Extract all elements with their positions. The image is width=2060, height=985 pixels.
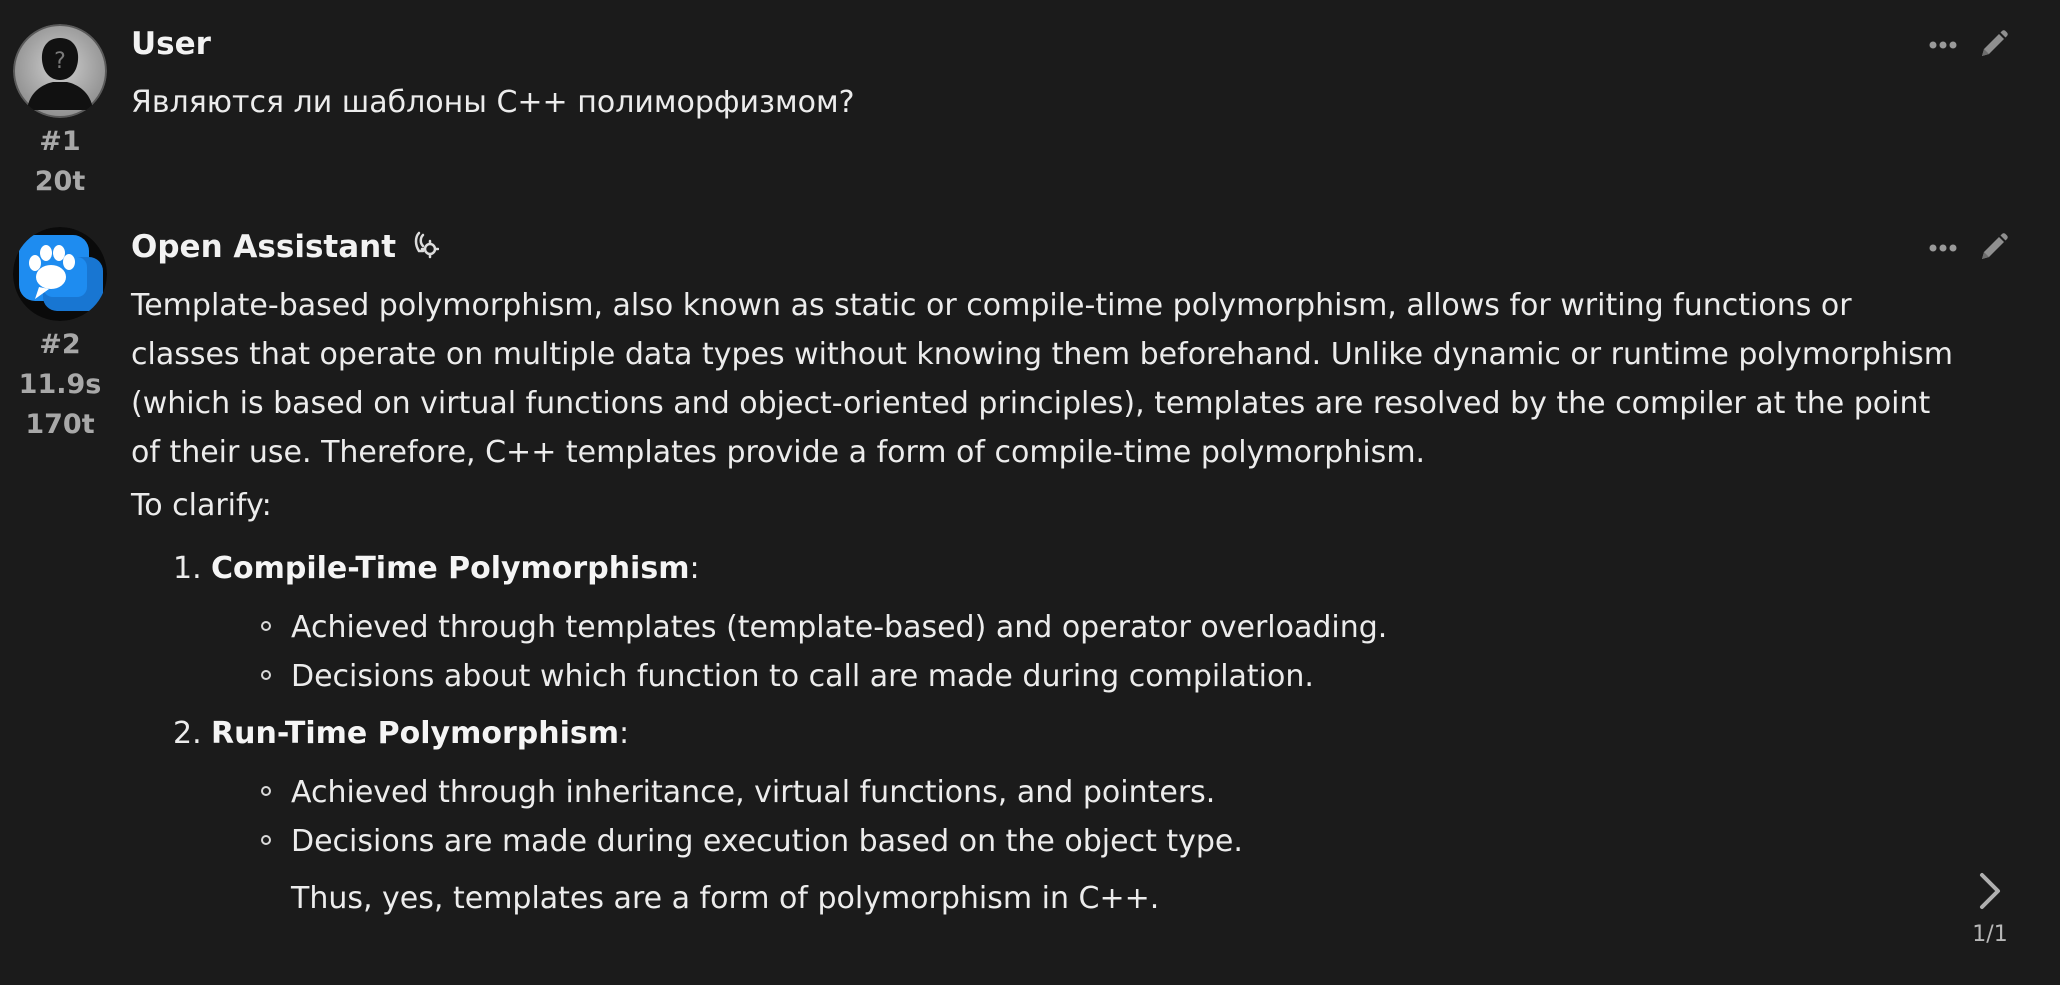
pencil-icon <box>1976 231 2010 265</box>
sub-list-item <box>291 817 1960 866</box>
list-item <box>173 709 1960 866</box>
circle-bullet-icon <box>261 786 271 796</box>
sub-list-item <box>291 603 1960 652</box>
message-meta <box>0 122 120 202</box>
more-dots-icon <box>1928 242 1958 254</box>
circle-bullet-icon <box>261 621 271 631</box>
pencil-icon <box>1976 28 2010 62</box>
message-text: Являются ли шаблоны C++ полиморфизмом? <box>131 85 855 120</box>
sub-list <box>211 603 1960 701</box>
token-count: 20t <box>34 166 86 197</box>
more-dots-icon <box>1928 39 1958 51</box>
list-number: 1. <box>173 551 202 586</box>
message-assistant <box>0 221 2060 985</box>
chevron-right-icon <box>1974 869 2006 913</box>
sub-list-item <box>291 652 1960 701</box>
model-gear-icon <box>413 229 439 269</box>
message-actions <box>1928 28 2010 62</box>
message-body <box>131 281 1960 923</box>
message-actions <box>1928 231 2010 265</box>
list-number: 2. <box>173 716 202 751</box>
paw-logo-icon <box>13 227 107 321</box>
message-index: #2 <box>39 329 81 360</box>
sub-list-item <box>291 768 1960 817</box>
sub-item-text: Achieved through templates (template-based) and operator overloading. <box>291 610 1388 645</box>
edit-button[interactable] <box>1976 231 2010 265</box>
sub-item-text: Decisions about which function to call are made during compilation. <box>291 659 1314 694</box>
sub-item-text: Decisions are made during execution based on the object type. <box>291 824 1243 859</box>
intro-paragraph: Template-based polymorphism, also known as static or compile-time polymorphism, allows for writing functions or classes that operate on multiple data types without knowing them beforehand. Unlike dynamic or runtime polymorphism (which is based on virtual functions and object-oriented principles), templates are resolved by the compiler at the point of their use. Therefore, C++ templates provide a form of compile-time polymorphism. <box>131 288 1953 470</box>
author-name: Open Assistant <box>131 229 397 265</box>
more-options-button[interactable] <box>1928 39 1958 51</box>
circle-bullet-icon <box>261 835 271 845</box>
user-avatar <box>13 24 107 118</box>
response-pager <box>1960 869 2020 949</box>
next-response-button[interactable] <box>1960 869 2020 917</box>
more-options-button[interactable] <box>1928 242 1958 254</box>
message-user <box>0 18 2060 208</box>
assistant-avatar <box>13 227 107 321</box>
message-meta <box>0 325 120 445</box>
message-body <box>131 78 1960 127</box>
circle-bullet-icon <box>261 670 271 680</box>
list-item <box>173 544 1960 701</box>
message-index: #1 <box>39 126 81 157</box>
clarify-line: To clarify: <box>131 488 272 523</box>
svg-text:?: ? <box>54 49 66 74</box>
polymorphism-list <box>131 544 1960 866</box>
token-count: 170t <box>25 409 95 440</box>
response-time: 11.9s <box>18 369 102 400</box>
point-colon: : <box>619 716 630 751</box>
point-title: Compile-Time Polymorphism <box>211 551 690 586</box>
point-title: Run-Time Polymorphism <box>211 716 619 751</box>
conclusion-line: Thus, yes, templates are a form of polymorphism in C++. <box>291 881 1160 916</box>
user-silhouette-icon <box>13 24 107 118</box>
sub-list <box>211 768 1960 866</box>
point-colon: : <box>689 551 700 586</box>
edit-button[interactable] <box>1976 28 2010 62</box>
author-name: User <box>131 26 211 62</box>
author-name-row <box>131 227 439 269</box>
sub-item-text: Achieved through inheritance, virtual functions, and pointers. <box>291 775 1216 810</box>
response-count: 1/1 <box>1972 922 2008 947</box>
